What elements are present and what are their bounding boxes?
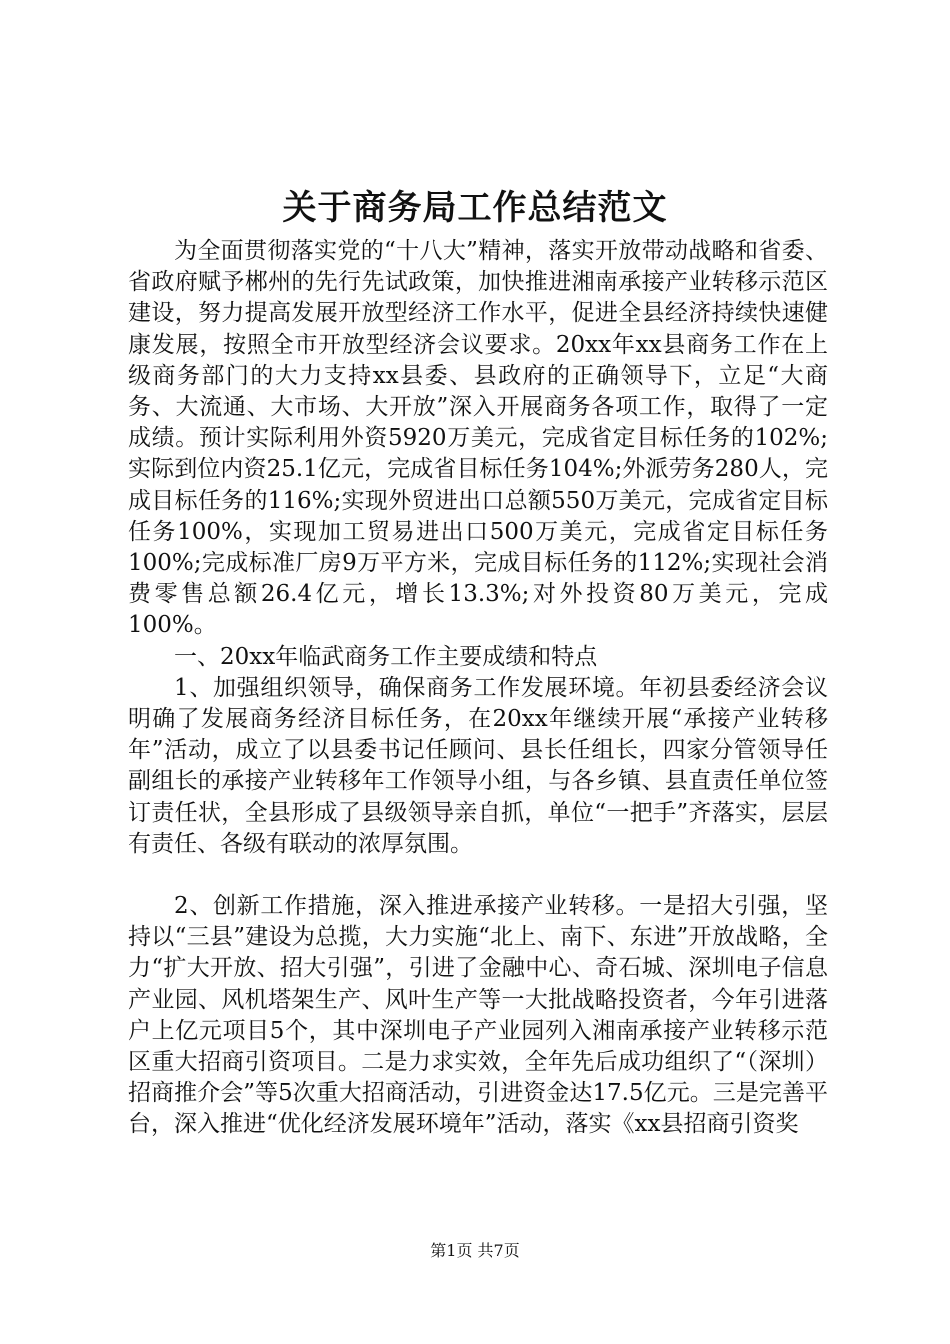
page-number: 第1页 共7页 bbox=[430, 1241, 520, 1260]
document-title: 关于商务局工作总结范文 bbox=[282, 188, 668, 228]
paragraph-item-1: 1、加强组织领导，确保商务工作发展环境。年初县委经济会议明确了发展商务经济目标任务，在20xx年继续开展“承接产业转移年”活动，成立了以县委书记任顾问、县长任组长，四家分管领导任副组长的承接产业转移年工作领导小组，与各乡镇、县直责任单位签订责任状，全县形成了县级领导亲自抓，单位“一把手”齐落实，层层有责任、各级有联动的浓厚氛围。 bbox=[128, 674, 828, 857]
paragraph-item-2: 2、创新工作措施，深入推进承接产业转移。一是招大引强，坚持以“三县”建设为总揽，大力实施“北上、南下、东进”开放战略，全力“扩大开放、招大引强”，引进了金融中心、奇石城、深圳电子信息产业园、风机塔架生产、风叶生产等一大批战略投资者，今年引进落户上亿元项目5个，其中深圳电子产业园列入湘南承接产业转移示范区重大招商引资项目。二是力求实效，全年先后成功组织了“（深圳）招商推介会”等5次重大招商活动，引进资金达17.5亿元。三是完善平台，深入推进“优化经济发展环境年”活动，落实《xx县招商引资奖 bbox=[128, 893, 828, 1138]
document-body bbox=[128, 236, 828, 1141]
paragraph-intro: 为全面贯彻落实党的“十八大”精神，落实开放带动战略和省委、省政府赋予郴州的先行先试政策，加快推进湘南承接产业转移示范区建设，努力提高发展开放型经济工作水平，促进全县经济持续快速健康发展，按照全市开放型经济会议要求。20xx年xx县商务工作在上级商务部门的大力支持xx县委、县政府的正确领导下，立足“大商务、大流通、大市场、大开放”深入开展商务各项工作，取得了一定成绩。预计实际利用外资5920万美元，完成省定目标任务的102%;实际到位内资25.1亿元，完成省目标任务104%;外派劳务280人，完成目标任务的116%;实现外贸进出口总额550万美元，完成省定目标任务100%，实现加工贸易进出口500万美元，完成省定目标任务100%;完成标准厂房9万平方米，完成目标任务的112%;实现社会消费零售总额26.4亿元，增长13.3%;对外投资80万美元，完成100%。 bbox=[128, 238, 828, 639]
section-heading: 一、20xx年临武商务工作主要成绩和特点 bbox=[174, 643, 598, 670]
